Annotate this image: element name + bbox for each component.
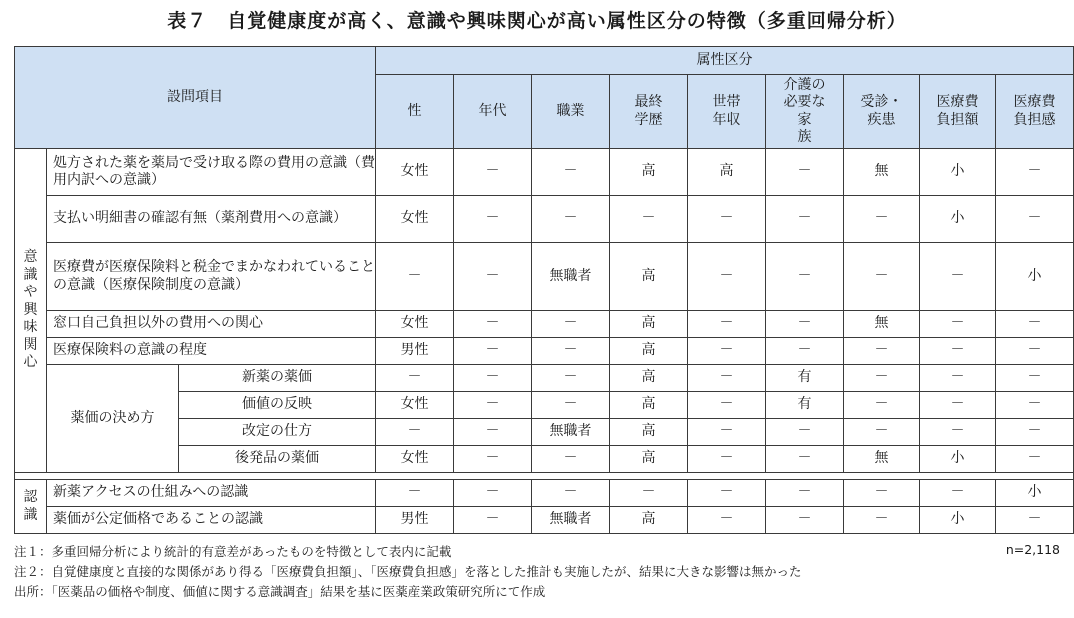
value-cell: －	[454, 338, 532, 365]
value-cell: －	[766, 507, 844, 534]
column-header: 受診・ 疾患	[844, 75, 920, 149]
value-cell: 無職者	[532, 419, 610, 446]
question-label: 医療保険料の意識の程度	[47, 338, 376, 365]
value-cell: －	[844, 419, 920, 446]
value-cell: －	[766, 480, 844, 507]
value-cell: －	[920, 311, 996, 338]
value-cell: －	[454, 311, 532, 338]
value-cell: －	[920, 480, 996, 507]
value-cell: －	[766, 419, 844, 446]
value-cell: －	[532, 365, 610, 392]
column-header: 医療費 負担額	[920, 75, 996, 149]
question-label: 処方された薬を薬局で受け取る際の費用の意識（費用内訳への意識）	[47, 149, 376, 196]
table-row	[15, 149, 1074, 196]
value-cell: －	[688, 446, 766, 473]
table-title: 表７ 自覚健康度が高く、意識や興味関心が高い属性区分の特徴（多重回帰分析）	[167, 10, 907, 32]
value-cell: －	[454, 507, 532, 534]
value-cell: －	[996, 507, 1074, 534]
value-cell: －	[766, 338, 844, 365]
column-header: 世帯 年収	[688, 75, 766, 149]
value-cell: －	[844, 365, 920, 392]
group-label-recognition: 認 識	[15, 480, 47, 534]
value-cell: －	[920, 243, 996, 311]
value-cell: 無	[844, 446, 920, 473]
value-cell: 高	[610, 149, 688, 196]
value-cell: －	[688, 392, 766, 419]
table-row	[15, 311, 1074, 338]
value-cell: －	[688, 507, 766, 534]
value-cell: 小	[920, 149, 996, 196]
value-cell: －	[532, 392, 610, 419]
value-cell: －	[844, 243, 920, 311]
value-cell: －	[844, 392, 920, 419]
attribute-table	[14, 46, 1074, 534]
group-label-interest: 意 識 や 興 味 関 心	[15, 149, 47, 473]
question-label: 薬価が公定価格であることの認識	[47, 507, 376, 534]
value-cell: －	[532, 149, 610, 196]
value-cell: －	[688, 311, 766, 338]
question-label: 改定の仕方	[179, 419, 376, 446]
question-label: 窓口自己負担以外の費用への関心	[47, 311, 376, 338]
value-cell: 女性	[376, 196, 454, 243]
question-label: 新薬アクセスの仕組みへの認識	[47, 480, 376, 507]
group-divider	[15, 473, 1074, 480]
value-cell: －	[376, 365, 454, 392]
value-cell: 小	[996, 243, 1074, 311]
value-cell: －	[920, 419, 996, 446]
column-header: 医療費 負担感	[996, 75, 1074, 149]
column-header: 職業	[532, 75, 610, 149]
value-cell: －	[454, 243, 532, 311]
value-cell: －	[376, 243, 454, 311]
value-cell: 男性	[376, 338, 454, 365]
value-cell: －	[532, 196, 610, 243]
table-row	[15, 243, 1074, 311]
value-cell: 小	[920, 507, 996, 534]
value-cell: －	[766, 446, 844, 473]
value-cell: 無	[844, 311, 920, 338]
value-cell: 高	[610, 419, 688, 446]
value-cell: －	[766, 243, 844, 311]
value-cell: 高	[610, 392, 688, 419]
value-cell: －	[920, 365, 996, 392]
value-cell: 無職者	[532, 243, 610, 311]
value-cell: －	[766, 311, 844, 338]
value-cell: －	[532, 338, 610, 365]
table-row	[15, 338, 1074, 365]
source-note: 出所：「医薬品の価格や制度、価値に関する意識調査」結果を基に医薬産業政策研究所にて作成	[14, 584, 546, 599]
value-cell: －	[844, 196, 920, 243]
value-cell: 無	[844, 149, 920, 196]
value-cell: －	[996, 365, 1074, 392]
value-cell: －	[766, 196, 844, 243]
question-label: 後発品の薬価	[179, 446, 376, 473]
value-cell: 高	[610, 365, 688, 392]
question-header: 設問項目	[15, 47, 376, 149]
table-row	[15, 365, 1074, 392]
value-cell: －	[996, 196, 1074, 243]
value-cell: －	[532, 311, 610, 338]
value-cell: 無職者	[532, 507, 610, 534]
note-1: 注１：多重回帰分析により統計的有意差があったものを特徴として表内に記載	[14, 544, 452, 559]
value-cell: －	[454, 365, 532, 392]
value-cell: 高	[610, 507, 688, 534]
column-header: 性	[376, 75, 454, 149]
value-cell: －	[996, 446, 1074, 473]
value-cell: －	[688, 196, 766, 243]
value-cell: －	[454, 419, 532, 446]
value-cell: －	[688, 480, 766, 507]
value-cell: －	[454, 392, 532, 419]
value-cell: －	[766, 149, 844, 196]
value-cell: －	[996, 392, 1074, 419]
value-cell: 高	[610, 338, 688, 365]
value-cell: －	[454, 446, 532, 473]
question-label: 新薬の薬価	[179, 365, 376, 392]
value-cell: 女性	[376, 392, 454, 419]
value-cell: 高	[610, 243, 688, 311]
value-cell: －	[688, 419, 766, 446]
value-cell: －	[996, 149, 1074, 196]
value-cell: －	[844, 507, 920, 534]
table-row	[15, 480, 1074, 507]
value-cell: －	[688, 243, 766, 311]
value-cell: －	[376, 480, 454, 507]
column-header: 年代	[454, 75, 532, 149]
sample-size: n=2,118	[1005, 542, 1060, 557]
value-cell: 男性	[376, 507, 454, 534]
value-cell: 高	[610, 311, 688, 338]
value-cell: 女性	[376, 311, 454, 338]
value-cell: －	[688, 365, 766, 392]
value-cell: 女性	[376, 446, 454, 473]
question-label: 価値の反映	[179, 392, 376, 419]
value-cell: －	[996, 311, 1074, 338]
column-header: 介護の 必要な 家 族	[766, 75, 844, 149]
value-cell: －	[844, 480, 920, 507]
value-cell: －	[532, 480, 610, 507]
question-label: 支払い明細書の確認有無（薬剤費用への意識）	[47, 196, 376, 243]
value-cell: －	[688, 338, 766, 365]
table-row	[15, 196, 1074, 243]
question-label: 医療費が医療保険料と税金でまかなわれていることの意識（医療保険制度の意識）	[47, 243, 376, 311]
attribute-group-header: 属性区分	[376, 47, 1074, 75]
subgroup-label: 薬価の決め方	[47, 365, 179, 473]
value-cell: －	[996, 338, 1074, 365]
value-cell: 有	[766, 392, 844, 419]
value-cell: －	[610, 196, 688, 243]
value-cell: －	[532, 446, 610, 473]
value-cell: 小	[920, 196, 996, 243]
value-cell: 小	[920, 446, 996, 473]
value-cell: －	[454, 480, 532, 507]
column-header: 最終 学歴	[610, 75, 688, 149]
value-cell: －	[610, 480, 688, 507]
value-cell: 小	[996, 480, 1074, 507]
value-cell: 高	[688, 149, 766, 196]
note-2: 注２：自覚健康度と直接的な関係があり得る「医療費負担額」、「医療費負担感」を落とした推計も実施したが、結果に大きな影響は無かった	[14, 564, 802, 579]
value-cell: －	[376, 419, 454, 446]
value-cell: －	[454, 196, 532, 243]
value-cell: 女性	[376, 149, 454, 196]
value-cell: －	[844, 338, 920, 365]
value-cell: －	[996, 419, 1074, 446]
table-row	[15, 507, 1074, 534]
notes	[14, 542, 1062, 602]
value-cell: －	[920, 392, 996, 419]
value-cell: －	[454, 149, 532, 196]
value-cell: －	[920, 338, 996, 365]
value-cell: 高	[610, 446, 688, 473]
value-cell: 有	[766, 365, 844, 392]
